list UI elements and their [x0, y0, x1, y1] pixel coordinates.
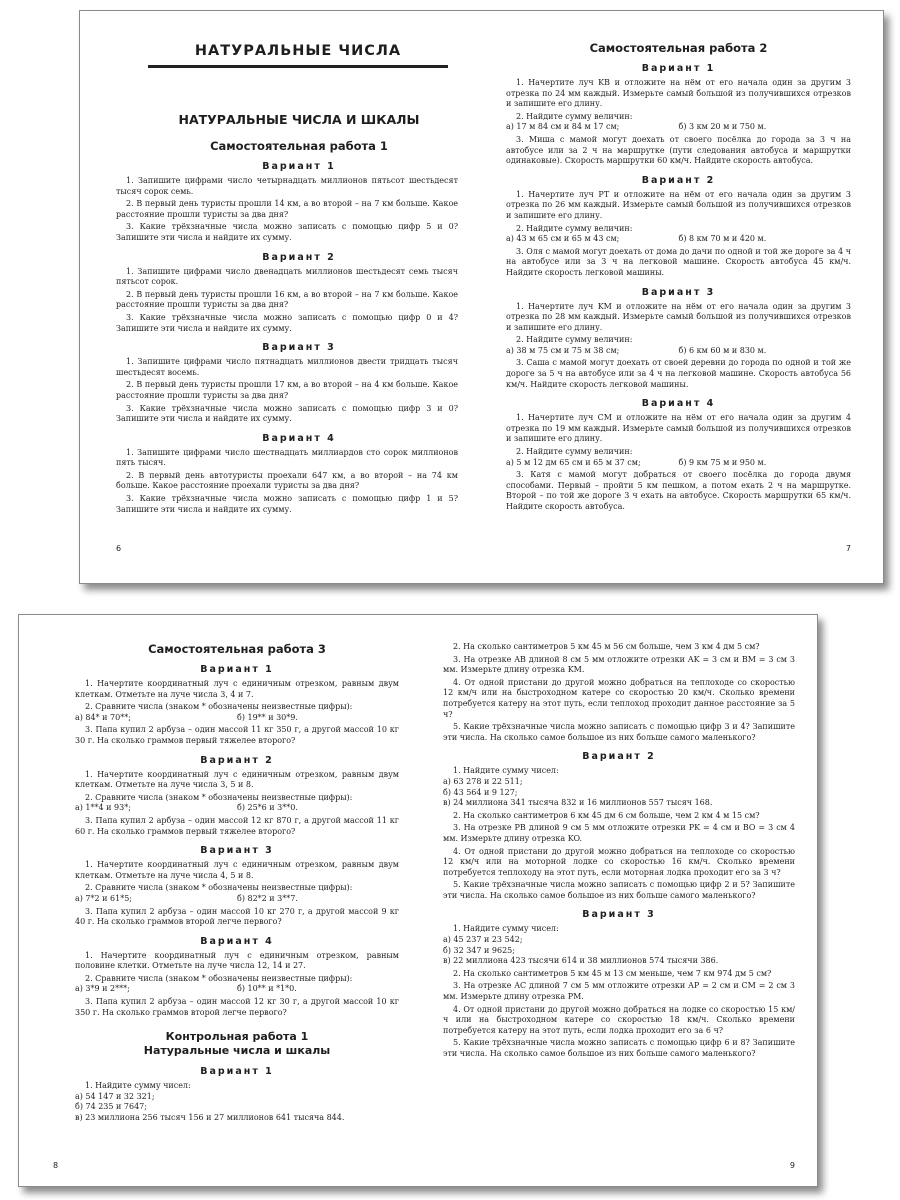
option-b: б) 8 км 70 м и 420 м.	[678, 234, 767, 244]
control-work-topic: Натуральные числа и шкалы	[143, 1044, 331, 1058]
task: 1. Найдите сумму чисел:	[85, 1081, 191, 1091]
variant-block	[443, 751, 795, 901]
task: 2. В первый день автотуристы проехали 647 км, а во второй – на 74 км больше. Какое расстояние проехали туристы за два дня?	[116, 470, 458, 491]
task: 3. Папа купил 2 арбуза – один массой 11 кг 350 г, а другой массой 10 кг 30 г. На сколько граммов первый тяжелее второго?	[75, 725, 399, 745]
page-number: 7	[845, 544, 851, 553]
book-spread-pages-8-9	[18, 614, 818, 1187]
task: 1. Найдите сумму чисел:	[453, 766, 559, 776]
task-option: в) 24 миллиона 341 тысяча 832 и 16 миллионов 557 тысяч 168.	[443, 798, 713, 808]
section-title: НАТУРАЛЬНЫЕ ЧИСЛА И ШКАЛЫ	[178, 112, 420, 127]
task: 3. Катя с мамой могут добраться от своего посёлка до города двумя способами. Первый – пройти 5 км пешком, а потом ехать 2 ч на маршрутке. Второй – по той же дороге 3 ч ехать на автобусе. Скорость маршрутки 65 км/ч. Найдите скорость автобуса.	[506, 470, 851, 511]
task-option: б) 32 347 и 9625;	[443, 945, 515, 955]
task: 3. На отрезке AB длиной 8 см 5 мм отложите отрезки AK = 3 см и BM = 3 см 3 мм. Измерьте длину отрезка KM.	[443, 654, 795, 675]
variant-block	[443, 909, 795, 1059]
task: 4. От одной пристани до другой можно добраться на лодке со скоростью 15 км/ч или на быстроходном катере со скоростью 18 км/ч. Сколько времени потребуется катеру на этот путь, если лодка проходит его за 6 ч?	[443, 1004, 795, 1035]
option-a: а) 5 м 12 дм 65 см и 65 м 37 см;	[506, 457, 641, 467]
option-b: б) 9 км 75 м и 950 м.	[678, 457, 767, 467]
task: 4. От одной пристани до другой можно добраться на теплоходе со скоростью 12 км/ч или на моторной лодке со скоростью 16 км/ч. Сколько времени потребуется теплоходу на этот путь, если моторная лодка проходит его за 3 ч?	[443, 846, 795, 877]
task: 3. Папа купил 2 арбуза – один массой 12 кг 30 г, а другой массой 10 кг 350 г. На сколько граммов второй легче первого?	[75, 997, 399, 1017]
variant-title: Вариант 1	[262, 161, 336, 172]
task: 2. В первый день туристы прошли 17 км, а во второй – на 4 км больше. Какое расстояние прошли туристы за два дня?	[116, 380, 458, 400]
option-a: а) 38 м 75 см и 75 м 38 см;	[506, 345, 620, 355]
option-a: а) 1**4 и 93*;	[75, 803, 131, 813]
task-option: в) 23 миллиона 256 тысяч 156 и 27 миллионов 641 тысяча 844.	[75, 1113, 345, 1123]
task: 2. Найдите сумму величин:	[516, 223, 633, 233]
task: 2. Сравните числа (знаком * обозначены неизвестные цифры):	[85, 883, 353, 893]
option-a: а) 3*9 и 2***;	[75, 984, 130, 994]
page-number: 9	[789, 1161, 795, 1170]
task-option: в) 22 миллиона 423 тысячи 614 и 38 миллионов 574 тысячи 386.	[443, 956, 719, 966]
variant-title: Вариант 1	[200, 1066, 274, 1078]
option-a: а) 17 м 84 см и 84 м 17 см;	[506, 122, 620, 132]
option-b: б) 82*2 и 3**7.	[237, 893, 298, 903]
task: 3. На отрезке PB длиной 9 см 5 мм отложите отрезки PK = 4 см и BO = 3 см 4 мм. Измерьте длину отрезка KO.	[443, 823, 795, 843]
option-b: б) 6 км 60 м и 830 м.	[678, 345, 767, 355]
task: 1. Начертите луч PT и отложите на нём от его начала один за другим 3 отрезка по 26 мм каждый. Измерьте самый большой из получившихся отрезков и запишите его длину.	[506, 189, 851, 220]
work-title: Самостоятельная работа 1	[210, 139, 388, 153]
task: 2. Сравните числа (знаком * обозначены неизвестные цифры):	[85, 973, 353, 983]
variant-block	[506, 63, 851, 167]
variant-title: Вариант 4	[262, 432, 336, 444]
task-options	[75, 984, 399, 995]
task-options	[506, 234, 851, 245]
task: 3. Миша с мамой могут доехать от своего посёлка до города за 3 ч на автобусе или за 2 ч на маршрутке (пути следования автобуса и маршрутки одинаковые). Скорость маршрутки 60 км/ч. Найдите скорость автобуса.	[506, 134, 851, 166]
variant-block	[506, 398, 851, 512]
task: 2. Найдите сумму величин:	[516, 111, 633, 121]
task: 3. Какие трёхзначные числа можно записать с помощью цифр 0 и 4? Запишите эти числа и найдите их сумму.	[116, 312, 458, 333]
task: 1. Начертите координатный луч с единичным отрезком, равным половине клетки. Отметьте на луче числа 12, 14 и 27.	[75, 950, 399, 971]
control-work-title	[75, 1030, 399, 1058]
task-options	[75, 803, 399, 814]
variant-title: Вариант 2	[200, 754, 274, 766]
task-options	[75, 894, 399, 905]
variant-title: Вариант 2	[262, 251, 336, 263]
task: 2. На сколько сантиметров 5 км 45 м 13 см меньше, чем 7 км 974 дм 5 см?	[453, 968, 772, 978]
chapter-title: НАТУРАЛЬНЫЕ ЧИСЛА	[148, 43, 448, 68]
variant-block	[506, 175, 851, 279]
task: 3. Какие трёхзначные числа можно записать с помощью цифр 5 и 0? Запишите эти числа и найдите их сумму.	[116, 222, 458, 242]
variant-title: Вариант 2	[582, 751, 656, 763]
variant-block	[116, 433, 458, 516]
task: 2. Сравните числа (знаком * обозначены неизвестные цифры):	[85, 702, 353, 712]
variant-block	[116, 252, 458, 335]
option-b: б) 3 км 20 м и 750 м.	[678, 122, 767, 132]
task: 1. Запишите цифрами число шестнадцать миллиардов сто сорок миллионов пять тысяч.	[116, 447, 458, 468]
task: 4. От одной пристани до другой можно добраться на теплоходе со скоростью 12 км/ч или на быстроходном катере со скоростью 20 км/ч. Сколько времени потребуется катеру на этот путь, если теплоход проходит данное расстояние за 5 ч?	[443, 677, 795, 719]
page-9	[419, 615, 818, 1186]
task: 2. На сколько сантиметров 5 км 45 м 56 см больше, чем 3 км 4 дм 5 см?	[453, 642, 760, 651]
option-b: б) 19** и 30*9.	[237, 712, 298, 722]
task: 5. Какие трёхзначные числа можно записать с помощью цифр 3 и 4? Запишите эти числа. На сколько самое большое из них больше самого маленького?	[443, 722, 795, 742]
task: 2. Найдите сумму величин:	[516, 335, 633, 345]
option-b: б) 25*6 и 3**0.	[237, 803, 298, 813]
variant-title: Вариант 2	[641, 174, 716, 186]
variant-block	[75, 755, 399, 838]
page-number: 6	[116, 544, 122, 553]
variant-title: Вариант 3	[200, 845, 274, 857]
variant-title: Вариант 4	[200, 935, 274, 947]
task: 1. Запишите цифрами число пятнадцать миллионов двести тридцать тысяч шестьдесят восемь.	[116, 357, 458, 377]
task: 1. Запишите цифрами число двенадцать миллионов шестьдесят семь тысяч пятьсот сорок.	[116, 266, 458, 287]
page-7	[482, 11, 884, 583]
task: 1. Начертите луч KB и отложите на нём от его начала один за другим 3 отрезка по 24 мм каждый. Измерьте самый большой из получившихся отрезков и запишите его длину.	[506, 78, 851, 109]
task-option: а) 63 278 и 22 511;	[443, 776, 523, 786]
variant-title: Вариант 4	[641, 398, 716, 410]
task: 3. Оля с мамой могут доехать от дома до дачи по одной и той же дороге за 4 ч на автобусе или за 3 ч на легковой машине. Скорость автобуса 45 км/ч. Найдите скорость легковой машины.	[506, 246, 851, 277]
task: 1. Начертите луч CM и отложите на нём от его начала один за другим 4 отрезка по 19 мм каждый. Измерьте самый большой из получившихся отрезков и запишите его длину.	[506, 413, 851, 444]
task: 2. В первый день туристы прошли 14 км, а во второй – на 7 км больше. Какое расстояние прошли туристы за два дня?	[116, 199, 458, 219]
task: 2. Сравните числа (знаком * обозначены неизвестные цифры):	[85, 792, 353, 802]
task: 5. Какие трёхзначные числа можно записать с помощью цифр 2 и 5? Запишите эти числа. На сколько самое большое из них больше самого маленького?	[443, 880, 795, 900]
work-title: Самостоятельная работа 2	[589, 41, 768, 55]
task: 3. Саша с мамой могут доехать от своей деревни до города по одной и той же дороге за 5 ч на автобусе или за 4 ч на легковой машине. Скорость автобуса 56 км/ч. Найдите скорость легковой машины.	[506, 358, 851, 389]
work-title: Самостоятельная работа 3	[148, 642, 326, 656]
option-a: а) 7*2 и 61*5;	[75, 893, 132, 903]
task: 3. На отрезке AC длиной 7 см 5 мм отложите отрезки AP = 2 см и CM = 2 см 3 мм. Измерьте длину отрезка PM.	[443, 981, 795, 1002]
task-options	[506, 458, 851, 469]
task-option: б) 43 564 и 9 127;	[443, 787, 518, 797]
task: 1. Начертите координатный луч с единичным отрезком, равным двум клеткам. Отметьте на луче числа 4, 5 и 8.	[75, 860, 399, 880]
control-work-number: Контрольная работа 1	[165, 1030, 309, 1044]
task: 1. Начертите координатный луч с единичным отрезком, равным двум клеткам. Отметьте на луче числа 3, 5 и 8.	[75, 769, 399, 790]
variant-block	[506, 287, 851, 391]
variant-title: Вариант 1	[641, 63, 716, 74]
variant-block	[116, 161, 458, 244]
task: 5. Какие трёхзначные числа можно записать с помощью цифр 6 и 8? Запишите эти числа. На сколько самое большое из них больше самого маленького?	[443, 1038, 795, 1058]
task: 3. Какие трёхзначные числа можно записать с помощью цифр 3 и 0? Запишите эти числа и найдите их сумму.	[116, 403, 458, 424]
variant-block	[75, 664, 399, 747]
task-options	[506, 346, 851, 357]
task: 3. Папа купил 2 арбуза – один массой 12 кг 870 г, а другой массой 11 кг 60 г. На сколько граммов первый тяжелее второго?	[75, 815, 399, 836]
variant-title: Вариант 3	[641, 286, 716, 298]
page-6	[80, 11, 482, 583]
task: 3. Папа купил 2 арбуза – один массой 10 кг 270 г, а другой массой 9 кг 40 г. На сколько граммов второй легче первого?	[75, 906, 399, 927]
variant-block	[75, 845, 399, 928]
option-a: а) 43 м 65 см и 65 м 43 см;	[506, 234, 620, 244]
task-options	[75, 713, 399, 724]
task: 1. Начертите луч KM и отложите на нём от его начала один за другим 3 отрезка по 28 мм каждый. Измерьте самый большой из получившихся отрезков и запишите его длину.	[506, 301, 851, 332]
task-options	[506, 122, 851, 133]
task-option: а) 54 147 и 32 321;	[75, 1091, 155, 1101]
page-8	[19, 615, 419, 1186]
task: 2. В первый день туристы прошли 16 км, а во второй – на 7 км больше. Какое расстояние прошли туристы за два дня?	[116, 289, 458, 310]
task: 2. Найдите сумму величин:	[516, 447, 633, 457]
task-option: а) 45 237 и 23 542;	[443, 935, 523, 945]
variant-title: Вариант 3	[582, 909, 656, 921]
book-spread-pages-6-7	[79, 10, 884, 584]
option-a: а) 84* и 70**;	[75, 712, 131, 722]
variant-block	[75, 936, 399, 1019]
option-b: б) 10** и *1*0.	[237, 984, 297, 994]
task: 3. Какие трёхзначные числа можно записать с помощью цифр 1 и 5? Запишите эти числа и найдите их сумму.	[116, 494, 458, 514]
page-number: 8	[53, 1161, 59, 1170]
variant-block	[116, 342, 458, 425]
task-option: б) 74 235 и 7647;	[75, 1102, 147, 1112]
variant-title: Вариант 1	[200, 664, 274, 675]
task: 1. Запишите цифрами число четырнадцать миллионов пятьсот шестьдесят тысяч сорок семь.	[116, 176, 458, 196]
task: 2. На сколько сантиметров 6 км 45 дм 6 см больше, чем 2 км 4 м 15 см?	[453, 810, 760, 820]
task: 1. Найдите сумму чисел:	[453, 924, 559, 934]
task: 1. Начертите координатный луч с единичным отрезком, равным двум клеткам. Отметьте на луче числа 3, 4 и 7.	[75, 679, 399, 699]
variant-title: Вариант 3	[262, 342, 336, 354]
